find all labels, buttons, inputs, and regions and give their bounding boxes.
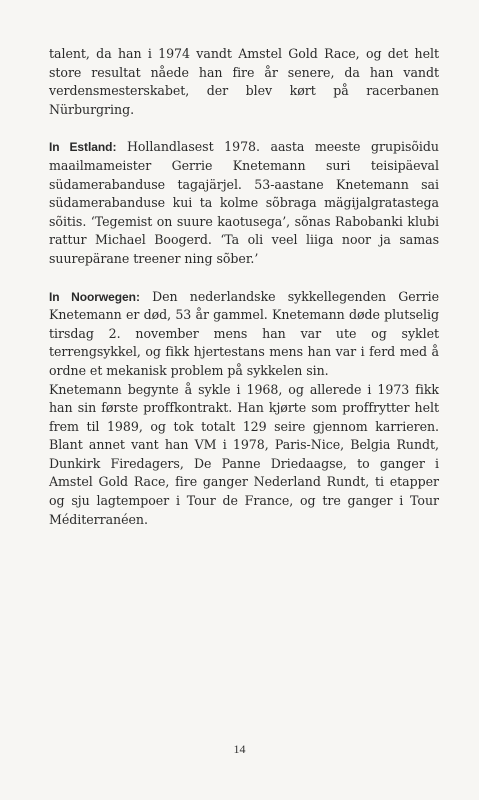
estland-text: Hollandlasest 1978. aasta meeste grupisõidu maailmameister Gerrie Knetemann suri teisipäeval südamerabanduse tagajärjel. 53-aastane Knetemann sai südamerabanduse kui ta kolme sõbraga mägijalgratastega sõitis. ‘Tegemist on suure kaotusega’, sõnas Rabobanki klubi rattur Michael Boogerd. ‘Ta oli veel liiga noor ja samas suurepärane treener ning sõber.’	[49, 139, 439, 266]
paragraph-career	[49, 381, 439, 530]
paragraph-intro	[49, 45, 439, 119]
paragraph-gap	[49, 269, 439, 288]
paragraph-intro-text: talent, da han i 1974 vandt Amstel Gold Race, og det helt store resultat nåede han fire år senere, da han vandt verdensmesterskabet, der blev kørt på racerbanen Nürburgring.	[49, 46, 439, 117]
page-body	[49, 45, 439, 529]
paragraph-gap	[49, 119, 439, 138]
noorwegen-lead: In Noorwegen:	[49, 289, 140, 304]
noorwegen-text: Den nederlandske sykkellegenden Gerrie Knetemann er død, 53 år gammel. Knetemann døde plutselig tirsdag 2. november mens han var ute og syklet terrengsykkel, og fikk hjertestans mens han var i ferd med å ordne et mekanisk problem på sykkelen sin.	[49, 288, 440, 378]
page-number: 14	[233, 742, 246, 756]
career-text: Knetemann begynte å sykle i 1968, og allerede i 1973 fikk han sin første proffkontrakt. Han kjørte som proffrytter helt frem til 1989, og tok totalt 129 seire gjennom karrieren. Blant annet vant han VM i 1978, Paris-Nice, Belgia Rundt, Dunkirk Firedagers, De Panne Driedaagse, to ganger i Amstel Gold Race, fire ganger Nederland Rundt, ti etapper og sju lagtempoer i Tour de France, og tre ganger i Tour Méditerranéen.	[49, 381, 439, 527]
estland-lead: In Estland:	[49, 140, 117, 155]
paragraph-noorwegen	[49, 288, 439, 381]
paragraph-estland	[49, 138, 439, 268]
